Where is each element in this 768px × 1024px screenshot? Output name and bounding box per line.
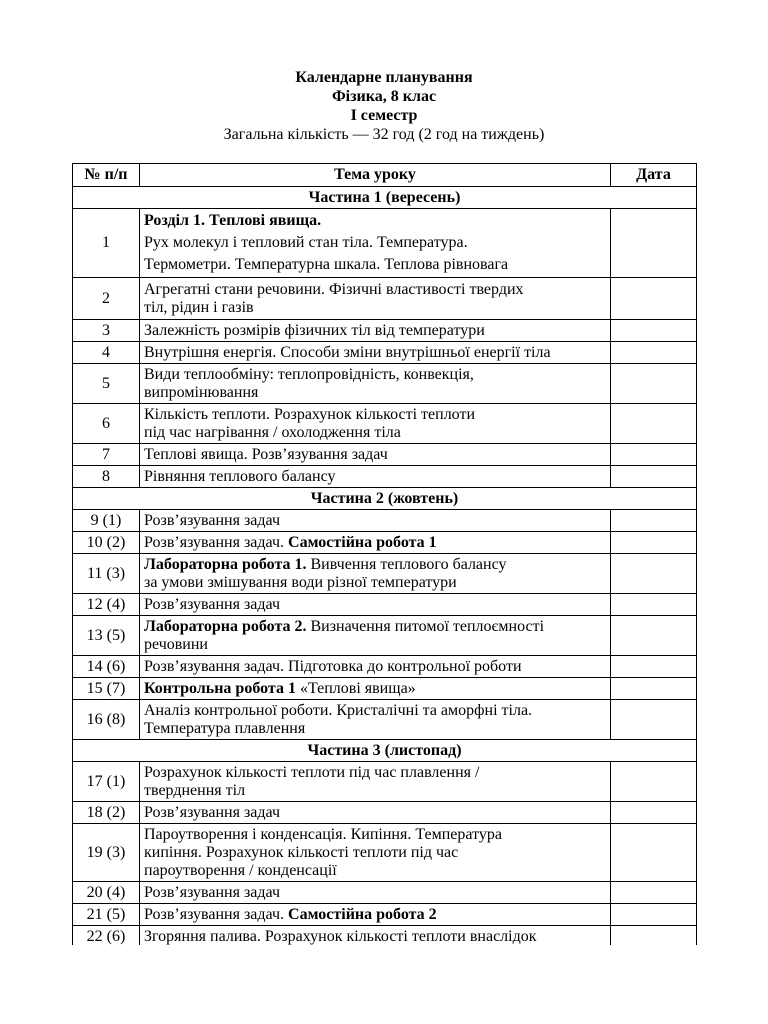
lesson-date[interactable] [611, 209, 697, 278]
lesson-number: 15 (7) [73, 678, 140, 700]
lesson-number: 21 (5) [73, 904, 140, 926]
table-row [73, 678, 697, 700]
lesson-topic: Лабораторна робота 1. Вивчення теплового балансу за умови змішування води різної температури [140, 554, 611, 594]
lesson-topic: Лабораторна робота 2. Визначення питомої теплоємності речовини [140, 616, 611, 656]
lesson-date[interactable] [611, 656, 697, 678]
table-row [73, 510, 697, 532]
table-row [73, 444, 697, 466]
lesson-date[interactable] [611, 616, 697, 656]
table-row [73, 532, 697, 554]
lesson-date[interactable] [611, 466, 697, 488]
lesson-topic: Кількість теплоти. Розрахунок кількості теплоти під час нагрівання / охолодження тіла [140, 404, 611, 444]
lesson-date[interactable] [611, 342, 697, 364]
table-row [73, 824, 697, 882]
lesson-date[interactable] [611, 278, 697, 320]
lesson-topic: Розв’язування задач. Підготовка до контрольної роботи [140, 656, 611, 678]
lesson-number: 9 (1) [73, 510, 140, 532]
lesson-topic: Агрегатні стани речовини. Фізичні властивості твердих тіл, рідин і газів [140, 278, 611, 320]
lesson-number: 6 [73, 404, 140, 444]
lesson-date[interactable] [611, 554, 697, 594]
lesson-topic: Види теплообміну: теплопровідність, конвекція, випромінювання [140, 364, 611, 404]
lesson-date[interactable] [611, 904, 697, 926]
part-row-2 [73, 488, 697, 510]
lesson-topic: Розрахунок кількості теплоти під час плавлення / тверднення тіл [140, 762, 611, 802]
lesson-topic: Розв’язування задач [140, 594, 611, 616]
table-row [73, 466, 697, 488]
table-row [73, 554, 697, 594]
lesson-date[interactable] [611, 700, 697, 740]
lesson-date[interactable] [611, 802, 697, 824]
part-title: Частина 1 (вересень) [73, 187, 697, 209]
table-row [73, 594, 697, 616]
table-row [73, 882, 697, 904]
table-row [73, 762, 697, 802]
table-row [73, 904, 697, 926]
table-row [73, 656, 697, 678]
lesson-topic: Розділ 1. Теплові явища. Рух молекул і тепловий стан тіла. Температура. Термометри. Температурна шкала. Теплова рівновага [140, 209, 611, 278]
lesson-number: 1 [73, 209, 140, 278]
table-header-row [73, 164, 697, 187]
lesson-topic: Аналіз контрольної роботи. Кристалічні та аморфні тіла. Температура плавлення [140, 700, 611, 740]
table-row [73, 342, 697, 364]
header-topic: Тема уроку [140, 164, 611, 187]
lesson-number: 19 (3) [73, 824, 140, 882]
part-title: Частина 2 (жовтень) [73, 488, 697, 510]
part-row-3 [73, 740, 697, 762]
lesson-number: 8 [73, 466, 140, 488]
table-row [73, 320, 697, 342]
table-row [73, 278, 697, 320]
table-row [73, 700, 697, 740]
lesson-number: 2 [73, 278, 140, 320]
lesson-date[interactable] [611, 364, 697, 404]
lesson-date[interactable] [611, 824, 697, 882]
lesson-number: 18 (2) [73, 802, 140, 824]
lesson-date[interactable] [611, 320, 697, 342]
lesson-number: 17 (1) [73, 762, 140, 802]
lesson-number: 12 (4) [73, 594, 140, 616]
lesson-number: 13 (5) [73, 616, 140, 656]
lesson-topic: Залежність розмірів фізичних тіл від температури [140, 320, 611, 342]
lesson-number: 7 [73, 444, 140, 466]
table-row [73, 404, 697, 444]
table-row [73, 616, 697, 656]
lesson-date[interactable] [611, 594, 697, 616]
lesson-date[interactable] [611, 510, 697, 532]
part-row-1 [73, 187, 697, 209]
lesson-topic: Розв’язування задач [140, 802, 611, 824]
lesson-topic: Пароутворення і конденсація. Кипіння. Температура кипіння. Розрахунок кількості теплоти під час пароутворення / конденсації [140, 824, 611, 882]
header-num: № п/п [73, 164, 140, 187]
doc-hours: Загальна кількість — 32 год (2 год на тиждень) [223, 126, 545, 143]
lesson-topic: Згоряння палива. Розрахунок кількості теплоти внаслідок [140, 926, 611, 948]
section-title: Розділ 1. Теплові явища. [144, 212, 322, 229]
table-row [73, 209, 697, 278]
lesson-date[interactable] [611, 444, 697, 466]
lesson-date[interactable] [611, 532, 697, 554]
doc-subject: Фізика, 8 клас [331, 88, 437, 105]
lesson-number: 22 (6) [73, 926, 140, 948]
lesson-topic: Розв’язування задач [140, 510, 611, 532]
lesson-number: 3 [73, 320, 140, 342]
lesson-number: 10 (2) [73, 532, 140, 554]
header-date: Дата [611, 164, 697, 187]
lesson-topic: Розв’язування задач. Самостійна робота 1 [140, 532, 611, 554]
lesson-date[interactable] [611, 882, 697, 904]
lesson-topic: Розв’язування задач [140, 882, 611, 904]
lesson-number: 20 (4) [73, 882, 140, 904]
lesson-number: 16 (8) [73, 700, 140, 740]
page-header [0, 68, 768, 144]
lesson-topic: Внутрішня енергія. Способи зміни внутрішньої енергії тіла [140, 342, 611, 364]
doc-semester: І семестр [350, 107, 418, 124]
lesson-topic: Рівняння теплового балансу [140, 466, 611, 488]
table-row [73, 364, 697, 404]
schedule-table [72, 163, 697, 948]
lesson-topic: Контрольна робота 1 «Теплові явища» [140, 678, 611, 700]
lesson-number: 5 [73, 364, 140, 404]
lesson-date[interactable] [611, 678, 697, 700]
lesson-number: 11 (3) [73, 554, 140, 594]
doc-title: Календарне планування [295, 69, 473, 86]
lesson-number: 14 (6) [73, 656, 140, 678]
lesson-topic: Розв’язування задач. Самостійна робота 2 [140, 904, 611, 926]
table-row [73, 802, 697, 824]
lesson-number: 4 [73, 342, 140, 364]
part-title: Частина 3 (листопад) [73, 740, 697, 762]
page-bottom-margin [0, 945, 768, 1024]
lesson-date[interactable] [611, 762, 697, 802]
lesson-topic: Теплові явища. Розв’язування задач [140, 444, 611, 466]
lesson-date[interactable] [611, 404, 697, 444]
